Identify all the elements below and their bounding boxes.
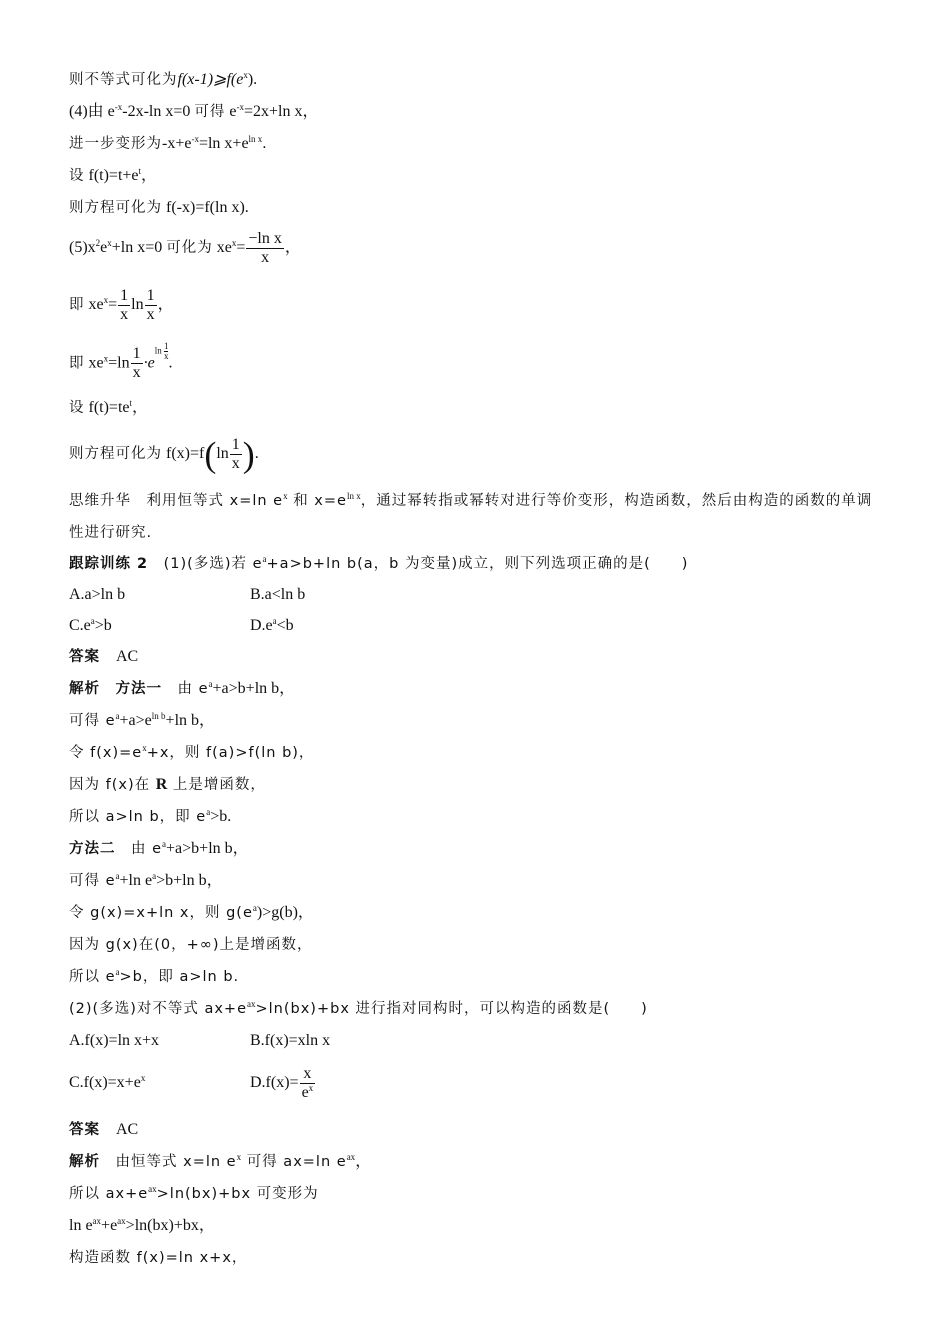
analysis-2-line-1 (69, 1152, 371, 1172)
line-part5-equation (69, 228, 301, 268)
sup: a (162, 839, 167, 849)
text: ， (355, 1153, 372, 1170)
real-set: R (155, 776, 168, 793)
text: xe (212, 239, 232, 256)
text: (5)x (69, 239, 96, 256)
sup: ax (346, 1152, 356, 1162)
sup: x (142, 743, 147, 753)
line-part4-equation (69, 102, 319, 122)
sup: t (138, 166, 142, 176)
text: 可得 e (69, 873, 116, 889)
text: 因为 f(x)在 (69, 777, 156, 793)
text: 可得 (194, 104, 226, 120)
option-a: A.a>ln b (69, 586, 126, 603)
sup: a (152, 871, 157, 881)
text: ln (131, 296, 144, 313)
text: +ln e (119, 872, 153, 889)
text: C.e (69, 617, 91, 634)
numerator: 1 (120, 286, 129, 304)
sup: ax (148, 1184, 157, 1194)
text: xe (84, 354, 104, 372)
text: ln e (69, 1217, 93, 1234)
text: e (100, 239, 108, 256)
text: xe (84, 296, 104, 313)
text: (4)由 e (69, 103, 115, 120)
denominator (300, 1083, 316, 1102)
sup: t (129, 398, 133, 408)
text: ). (247, 71, 258, 88)
denominator: x (146, 305, 155, 323)
text: 所以 e (69, 969, 116, 985)
line-inequality-transform (69, 70, 257, 90)
sup: ln x (248, 134, 263, 144)
text: 上是增函数， (167, 777, 266, 793)
q2-option-a: A.f(x)=ln x+x (69, 1032, 160, 1049)
q2-option-d (250, 1061, 316, 1105)
exercise-label: 跟踪训练 2 (69, 556, 149, 572)
text: >ln(bx)+bx， (125, 1217, 215, 1234)
text: ，通过幂转指或幂转对进行等价变形，构造函数，然后由构造的函数的单调性进行研究. (69, 493, 873, 541)
exercise-question-1 (69, 554, 688, 574)
text: f(-x)=f(ln x). (162, 199, 249, 216)
text: 即 (69, 355, 85, 372)
sup: a (90, 616, 95, 626)
text: >b，即 a>ln b. (119, 969, 240, 985)
text: f(x)=f (162, 445, 205, 462)
text: 由 e (162, 681, 209, 697)
summary-paragraph (69, 485, 884, 549)
text: 令 g(x)=x+ln x，则 g(e (69, 905, 253, 921)
denominator: x (246, 248, 283, 267)
sup: a (115, 711, 120, 721)
option-c (69, 616, 112, 636)
answer-value: AC (100, 1121, 139, 1138)
answer-label: 答案 (69, 649, 100, 665)
sup: -x (191, 134, 199, 144)
text: -2x-ln x=0 (122, 103, 195, 120)
exponent (155, 342, 169, 361)
numerator: 1 (163, 341, 169, 351)
text: +a>b+ln b， (166, 840, 249, 857)
text: >b. (210, 808, 232, 825)
option-d (250, 616, 294, 636)
sup: a (252, 903, 257, 913)
text: +a>b+ln b， (212, 680, 296, 697)
answer-1 (69, 647, 138, 667)
sup: x (243, 70, 248, 80)
fraction (145, 287, 157, 324)
fraction (131, 345, 143, 382)
fraction (300, 1065, 316, 1102)
numerator: 1 (146, 286, 155, 304)
text: D.f(x)= (250, 1074, 299, 1091)
denominator: x (163, 351, 169, 361)
line-define-f2 (69, 398, 148, 418)
text: ， (157, 296, 174, 313)
text: 可得 ax=ln e (241, 1154, 347, 1170)
sup: x (103, 353, 109, 364)
text: e (301, 1083, 309, 1101)
right-paren: ) (242, 434, 255, 475)
text: >ln(bx)+bx 进行指对同构时，可以构造的函数是( ) (255, 1001, 648, 1017)
text: 则方程可化为 (69, 200, 162, 216)
numerator: x (303, 1064, 312, 1082)
text: D.e (250, 617, 273, 634)
text: ， (284, 239, 301, 256)
left-paren: ( (204, 434, 217, 475)
answer-label: 答案 (69, 1122, 100, 1138)
text: 由 e (115, 841, 163, 857)
line-further-transform (69, 134, 266, 154)
sup: a (206, 807, 211, 817)
text: = (108, 296, 118, 313)
method-2 (69, 839, 249, 859)
fraction (230, 436, 242, 473)
sup: ax (92, 1216, 102, 1226)
text: (2)(多选)对不等式 ax+e (69, 1001, 247, 1017)
text: 即 (69, 297, 85, 313)
text: f(t)=te (84, 399, 130, 416)
line-equation-rewrite (69, 198, 249, 218)
text: )>g(b)， (256, 904, 314, 921)
answer-value: AC (100, 648, 139, 665)
text: e (225, 103, 237, 120)
text: 所以 a>ln b，即 e (69, 809, 207, 825)
numerator: −ln x (248, 229, 282, 247)
analysis-label: 解析 (69, 681, 100, 697)
sup: x (236, 1152, 242, 1162)
text: >b+ln b， (156, 872, 223, 889)
m1-line-5 (69, 807, 231, 827)
sup: -x (236, 102, 244, 112)
text: . (262, 135, 267, 152)
exercise-question-2 (69, 999, 648, 1019)
text: 利用恒等式 x=ln e (131, 493, 284, 509)
text: 则不等式可化为 (69, 72, 178, 88)
analysis-2-line-4 (69, 1248, 247, 1268)
analysis-2-line-2 (69, 1184, 319, 1204)
text: 则方程可化为 (69, 446, 162, 462)
sup: x (107, 238, 112, 248)
m2-line-4 (69, 935, 312, 955)
text: 可得 e (69, 713, 116, 729)
text: 进一步变形为 (69, 136, 162, 152)
analysis-method-1 (69, 679, 295, 699)
text: +a>b+ln b(a，b 为变量)成立，则下列选项正确的是( ) (266, 556, 689, 572)
numerator: 1 (231, 435, 240, 453)
sup: ax (117, 1216, 126, 1226)
numerator: 1 (132, 345, 141, 363)
denominator: x (231, 454, 240, 472)
text: 和 x=e (287, 493, 347, 509)
summary-title: 思维升华 (69, 493, 131, 509)
text: +e (101, 1217, 118, 1234)
line-equation-rewrite-2 (69, 432, 259, 476)
text: -x+e (162, 135, 192, 152)
text: <b (276, 617, 294, 634)
sup: 2 (95, 238, 101, 248)
sup: a (262, 554, 267, 564)
denominator: x (132, 364, 141, 382)
text: 构造函数 f(x)=ln x+x， (69, 1250, 248, 1266)
option-b: B.a<ln b (250, 586, 306, 603)
text: ， (141, 167, 158, 184)
m2-line-3 (69, 903, 314, 923)
text: >b (94, 617, 112, 634)
analysis-2-line-3 (69, 1216, 215, 1236)
text: . (168, 354, 173, 372)
method-label: 方法二 (69, 841, 116, 857)
text: +x，则 f(a)>f(ln b)， (146, 745, 315, 761)
m1-line-2 (69, 711, 215, 731)
text: 可化为 (166, 240, 213, 256)
text: 令 f(x)=e (69, 745, 143, 761)
text: ， (132, 399, 149, 416)
method-label: 方法一 (100, 681, 162, 697)
sup: x (283, 491, 288, 501)
text: = (236, 239, 246, 256)
text: (1)(多选)若 e (148, 556, 263, 572)
text: ·e (143, 354, 155, 372)
sup: ax (247, 999, 256, 1009)
sup: x (231, 238, 237, 248)
sup: x (308, 1082, 314, 1093)
text: C.f(x)=x+e (69, 1074, 141, 1091)
sup: a (115, 871, 120, 881)
sup: ln b (151, 711, 166, 721)
sup: a (115, 967, 120, 977)
line-define-f (69, 166, 157, 186)
text: +ln b， (165, 712, 216, 729)
text: 设 (69, 400, 85, 416)
sup: ln x (346, 491, 361, 501)
text: . (254, 445, 259, 462)
math: f(x-1)⩾f(e (177, 71, 244, 88)
text: ln (216, 445, 229, 462)
text: 所以 ax+e (69, 1186, 149, 1202)
text: 由恒等式 x=ln e (100, 1154, 237, 1170)
q2-option-b: B.f(x)=xln x (250, 1032, 331, 1049)
text: f(t)=t+e (84, 167, 139, 184)
sup: a (272, 616, 277, 626)
text: +ln x=0 (111, 239, 167, 256)
line-ie-2 (69, 342, 172, 384)
sup: x (140, 1073, 146, 1083)
fraction (118, 287, 130, 324)
m2-line-5 (69, 967, 239, 987)
text: ln (154, 345, 162, 356)
analysis-label: 解析 (69, 1154, 100, 1170)
m1-line-4 (69, 775, 266, 795)
text: =2x+ln x， (244, 103, 319, 120)
m2-line-2 (69, 871, 223, 891)
text: +a>e (119, 712, 152, 729)
answer-2 (69, 1120, 138, 1140)
m1-line-3 (69, 743, 314, 763)
text: =ln (108, 354, 130, 372)
sup: x (103, 295, 109, 305)
line-ie-1 (69, 285, 174, 325)
sup: a (208, 679, 213, 689)
text: >ln(bx)+bx 可变形为 (156, 1186, 319, 1202)
sup: -x (114, 102, 123, 112)
denominator: x (120, 305, 129, 323)
q2-option-c (69, 1073, 145, 1093)
fraction (246, 230, 283, 267)
text: 因为 g(x)在(0，+∞)上是增函数， (69, 937, 313, 953)
text: =ln x+e (198, 135, 249, 152)
text: 设 (69, 168, 85, 184)
